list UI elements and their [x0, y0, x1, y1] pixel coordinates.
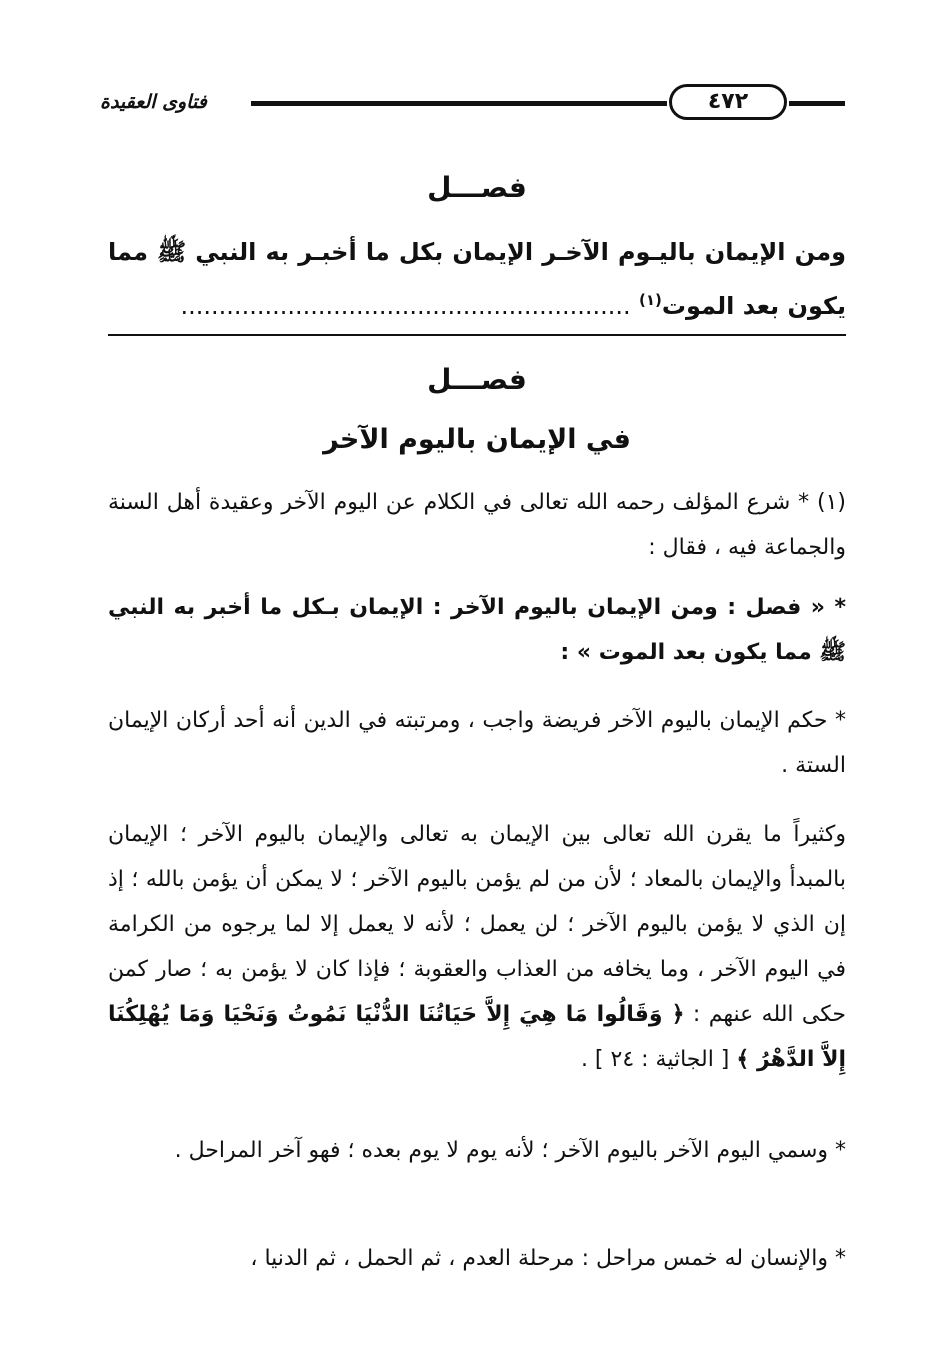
- paragraph-5: * وسمي اليوم الآخر باليوم الآخر ؛ لأنه يوم لا يوم بعده ؛ فهو آخر المراحل .: [174, 1138, 846, 1163]
- main-text-body: ومن الإيمان باليـوم الآخـر الإيمان بكل ما أخبـر به النبي ﷺ مما يكون بعد الموت: [108, 238, 846, 320]
- book-title: فتاوى العقيدة: [100, 91, 207, 113]
- paragraph-1: (١) * شرع المؤلف رحمه الله تعالى في الكلام عن اليوم الآخر وعقيدة أهل السنة والجماعة فيه ، فقال :: [108, 490, 846, 560]
- paragraph-4-text: وكثيراً ما يقرن الله تعالى بين الإيمان به تعالى والإيمان باليوم الآخر ؛ الإيمان بالمبدأ والإيمان بالمعاد ؛ لأن من لم يؤمن باليوم الآخر ؛ لا يمكن أن يؤمن بالله ؛ إذ إن الذي لا يؤمن باليوم الآخر ؛ لن يعمل ؛ لأنه لا يعمل إلا لما يرجوه من الكرامة في اليوم الآخر ، وما يخافه من العذاب والعقوبة ؛ فإذا كان لا يؤمن به ؛ صار كمن حكى الله عنهم :: [108, 822, 847, 1027]
- paragraph-2: * « فصل : ومن الإيمان باليوم الآخر : الإيمان بـكل ما أخبر به النبي ﷺ مما يكون بعد الموت » :: [108, 595, 846, 665]
- paragraph-4: [108, 812, 846, 1082]
- main-text: [108, 228, 846, 330]
- quran-verse: ﴿ وَقَالُوا مَا هِيَ إِلاَّ حَيَاتُنَا الدُّنْيَا نَمُوتُ وَنَحْيَا وَمَا يُهْلِكُنَا إِلاَّ الدَّهْرُ ﴾: [108, 1002, 846, 1072]
- commentary-subtitle: في الإيمان باليوم الآخر: [323, 424, 631, 455]
- page-number: ٤٧٢: [669, 84, 787, 120]
- verse-reference: [ الجاثية : ٢٤ ] .: [580, 1047, 730, 1072]
- section-heading: فصـــل: [427, 171, 527, 204]
- section-divider: [108, 334, 846, 336]
- running-header: [100, 82, 845, 122]
- footnote-ref: (١): [639, 291, 662, 309]
- commentary-heading: فصـــل: [427, 363, 527, 396]
- paragraph-6: * والإنسان له خمس مراحل : مرحلة العدم ، ثم الحمل ، ثم الدنيا ،: [250, 1246, 846, 1271]
- header-rule-right: [789, 101, 845, 106]
- dotted-leader: ...........................................................: [180, 292, 631, 320]
- paragraph-3: * حكم الإيمان باليوم الآخر فريضة واجب ، ومرتبته في الدين أنه أحد أركان الإيمان الستة .: [108, 708, 846, 778]
- header-rule-middle: [251, 101, 667, 106]
